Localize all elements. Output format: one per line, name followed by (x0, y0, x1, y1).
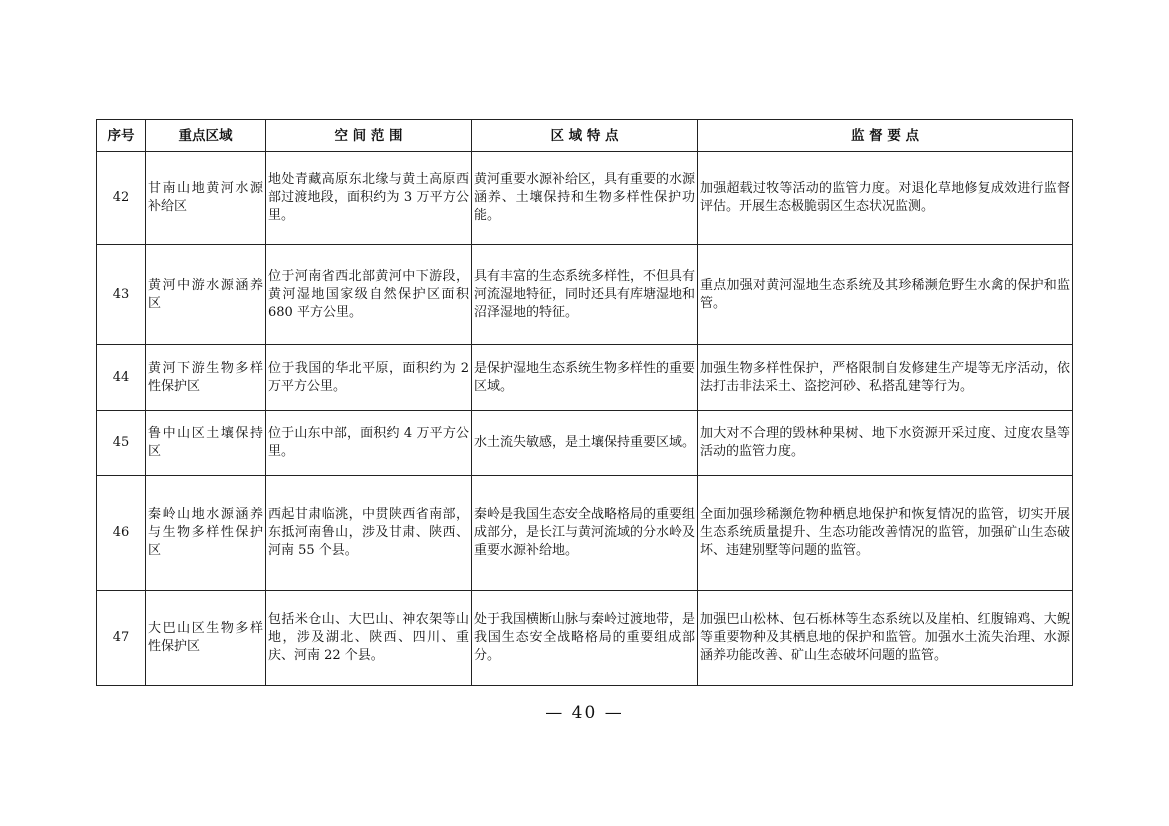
row-feature: 是保护湿地生态系统生物多样性的重要区域。 (472, 345, 698, 411)
row-region: 鲁中山区土壤保持区 (146, 411, 266, 476)
row-feature: 处于我国横断山脉与秦岭过渡地带，是我国生态安全战略格局的重要组成部分。 (472, 591, 698, 686)
row-number: 42 (97, 152, 146, 245)
row-points: 加强巴山松林、包石栎林等生态系统以及崖柏、红腹锦鸡、大鲵等重要物种及其栖息地的保护和监管。加强水土流失治理、水源涵养功能改善、矿山生态破坏问题的监管。 (698, 591, 1073, 686)
table-header-row (97, 120, 1073, 152)
table-row (97, 245, 1073, 345)
header-feature: 区 域 特 点 (472, 120, 698, 152)
row-scope: 地处青藏高原东北缘与黄土高原西部过渡地段，面积约为 3 万平方公里。 (266, 152, 472, 245)
row-number: 46 (97, 476, 146, 591)
header-points: 监 督 要 点 (698, 120, 1073, 152)
table-row (97, 591, 1073, 686)
page-number: — 40 — (545, 703, 624, 723)
table-row (97, 345, 1073, 411)
row-region: 黄河中游水源涵养区 (146, 245, 266, 345)
key-regions-table (96, 119, 1073, 686)
row-number: 43 (97, 245, 146, 345)
row-points: 重点加强对黄河湿地生态系统及其珍稀濒危野生水禽的保护和监管。 (698, 245, 1073, 345)
row-scope: 位于我国的华北平原，面积约为 2 万平方公里。 (266, 345, 472, 411)
row-scope: 位于山东中部，面积约 4 万平方公里。 (266, 411, 472, 476)
header-region: 重点区域 (146, 120, 266, 152)
row-number: 47 (97, 591, 146, 686)
row-points: 全面加强珍稀濒危物种栖息地保护和恢复情况的监管，切实开展生态系统质量提升、生态功能改善情况的监管，加强矿山生态破坏、违建别墅等问题的监管。 (698, 476, 1073, 591)
row-scope: 西起甘肃临洮，中贯陕西省南部，东抵河南鲁山，涉及甘肃、陕西、河南 55 个县。 (266, 476, 472, 591)
table-row (97, 152, 1073, 245)
header-scope: 空 间 范 围 (266, 120, 472, 152)
row-number: 45 (97, 411, 146, 476)
row-number: 44 (97, 345, 146, 411)
row-feature: 黄河重要水源补给区，具有重要的水源涵养、土壤保持和生物多样性保护功能。 (472, 152, 698, 245)
row-region: 黄河下游生物多样性保护区 (146, 345, 266, 411)
row-region: 大巴山区生物多样性保护区 (146, 591, 266, 686)
table-row (97, 411, 1073, 476)
row-points: 加强超载过牧等活动的监管力度。对退化草地修复成效进行监督评估。开展生态极脆弱区生态状况监测。 (698, 152, 1073, 245)
table-row (97, 476, 1073, 591)
row-feature: 水土流失敏感，是土壤保持重要区域。 (472, 411, 698, 476)
header-serial: 序号 (97, 120, 146, 152)
row-scope: 包括米仓山、大巴山、神农架等山地，涉及湖北、陕西、四川、重庆、河南 22 个县。 (266, 591, 472, 686)
row-points: 加大对不合理的毁林种果树、地下水资源开采过度、过度农垦等活动的监管力度。 (698, 411, 1073, 476)
row-points: 加强生物多样性保护，严格限制自发修建生产堤等无序活动，依法打击非法采土、盗挖河砂、私搭乱建等行为。 (698, 345, 1073, 411)
row-scope: 位于河南省西北部黄河中下游段，黄河湿地国家级自然保护区面积 680 平方公里。 (266, 245, 472, 345)
row-region: 秦岭山地水源涵养与生物多样性保护区 (146, 476, 266, 591)
row-feature: 秦岭是我国生态安全战略格局的重要组成部分，是长江与黄河流域的分水岭及重要水源补给地。 (472, 476, 698, 591)
row-region: 甘南山地黄河水源补给区 (146, 152, 266, 245)
row-feature: 具有丰富的生态系统多样性，不但具有河流湿地特征，同时还具有库塘湿地和沼泽湿地的特征。 (472, 245, 698, 345)
